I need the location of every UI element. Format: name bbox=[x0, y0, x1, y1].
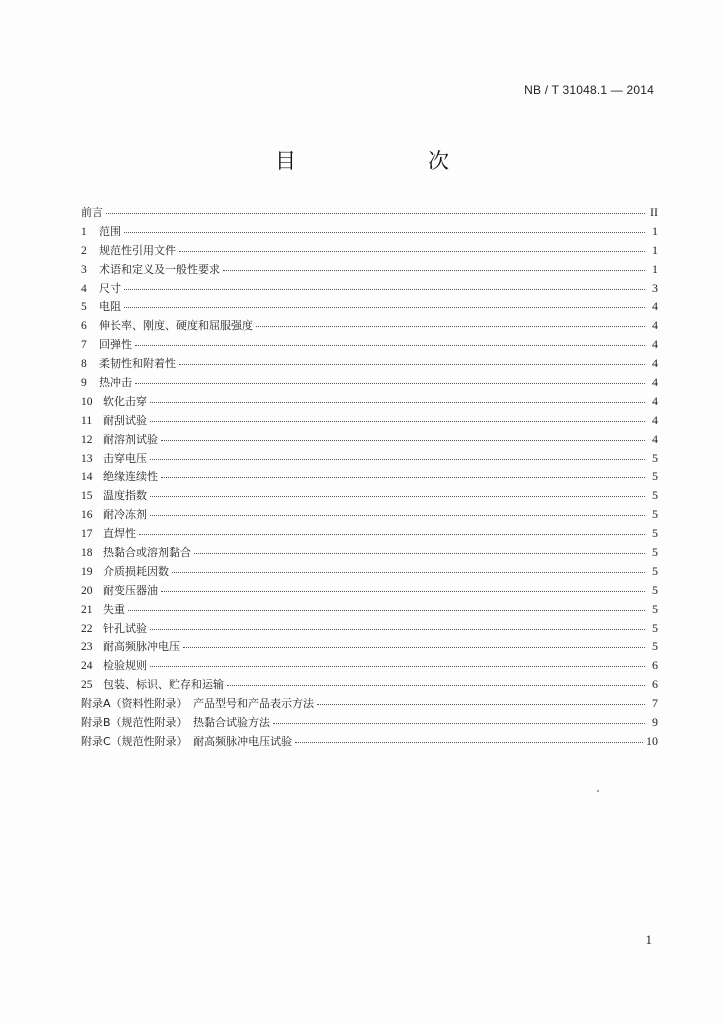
toc-dot-leader bbox=[273, 711, 645, 724]
toc-entry-number: 19 bbox=[81, 565, 93, 578]
toc-entry-title: 柔韧性和附着性 bbox=[99, 357, 176, 371]
toc-dot-leader bbox=[150, 503, 645, 516]
toc-dot-leader bbox=[150, 484, 645, 497]
toc-entry-number: 21 bbox=[81, 603, 93, 616]
toc-entry-number: 6 bbox=[81, 320, 87, 333]
scan-speck bbox=[597, 790, 599, 792]
toc-entry-page: 5 bbox=[652, 488, 658, 503]
toc-entry-title: 耐变压器油 bbox=[103, 583, 158, 597]
toc-entry-title: 介质损耗因数 bbox=[103, 564, 169, 578]
toc-entry-title: 热冲击 bbox=[99, 376, 132, 390]
toc-entry-number: 3 bbox=[81, 263, 87, 276]
toc-dot-leader bbox=[183, 635, 645, 648]
toc-entry-title: 附录B（规范性附录） 热黏合试验方法 bbox=[81, 716, 271, 730]
toc-entry-page: 5 bbox=[652, 450, 658, 465]
toc-entry-page: 5 bbox=[652, 582, 658, 597]
toc-entry-number: 17 bbox=[81, 528, 93, 541]
toc-entry-title: 耐溶剂试验 bbox=[103, 432, 158, 446]
toc-entry-page: 5 bbox=[652, 639, 658, 654]
toc-entry-number: 23 bbox=[81, 641, 93, 654]
toc-entry-page: 4 bbox=[652, 337, 658, 352]
toc-dot-leader bbox=[317, 692, 645, 705]
toc-entry-number: 25 bbox=[81, 679, 93, 692]
toc-entry-title: 温度指数 bbox=[103, 489, 147, 503]
toc-dot-leader bbox=[227, 673, 645, 686]
toc-entry-number: 9 bbox=[81, 377, 87, 390]
toc-entry-page: 9 bbox=[652, 715, 658, 730]
page-number: 1 bbox=[645, 932, 652, 947]
toc-entry-page: 1 bbox=[652, 261, 658, 276]
toc-entry-page: 1 bbox=[652, 242, 658, 257]
toc-dot-leader bbox=[128, 598, 645, 611]
toc-entry-title: 失重 bbox=[103, 602, 125, 616]
toc-entry-page: 4 bbox=[652, 375, 658, 390]
table-of-contents bbox=[81, 203, 658, 751]
toc-entry-title: 检验规则 bbox=[103, 659, 147, 673]
toc-entry-number: 22 bbox=[81, 622, 93, 635]
toc-dot-leader bbox=[161, 579, 645, 592]
toc-entry-title: 规范性引用文件 bbox=[99, 243, 176, 257]
toc-dot-leader bbox=[124, 277, 645, 290]
toc-entry-title: 附录C（规范性附录） 耐高频脉冲电压试验 bbox=[81, 734, 293, 748]
toc-dot-leader bbox=[124, 220, 645, 233]
toc-entry-number: 5 bbox=[81, 301, 87, 314]
toc-entry-title: 术语和定义及一般性要求 bbox=[99, 262, 220, 276]
toc-entry-title: 热黏合或溶剂黏合 bbox=[103, 546, 191, 560]
toc-entry-page: 4 bbox=[652, 431, 658, 446]
toc-dot-leader bbox=[223, 258, 645, 271]
toc-entry-number: 2 bbox=[81, 244, 87, 257]
toc-entry-page: 4 bbox=[652, 356, 658, 371]
toc-entry-title: 包装、标识、贮存和运输 bbox=[103, 678, 224, 692]
toc-entry-title: 针孔试验 bbox=[103, 621, 147, 635]
toc-dot-leader bbox=[194, 541, 645, 554]
toc-entry[interactable] bbox=[81, 732, 658, 751]
toc-entry-number: 15 bbox=[81, 490, 93, 503]
toc-dot-leader bbox=[106, 201, 645, 214]
toc-entry-page: 4 bbox=[652, 299, 658, 314]
toc-dot-leader bbox=[179, 352, 645, 365]
toc-entry-number: 7 bbox=[81, 339, 87, 352]
toc-entry-number: 12 bbox=[81, 433, 93, 446]
toc-entry-page: 5 bbox=[652, 563, 658, 578]
toc-entry-number: 13 bbox=[81, 452, 93, 465]
toc-entry-page: 3 bbox=[652, 280, 658, 295]
standard-code: NB / T 31048.1 — 2014 bbox=[524, 83, 654, 97]
toc-entry-number: 16 bbox=[81, 509, 93, 522]
toc-dot-leader bbox=[135, 333, 645, 346]
toc-entry-title: 伸长率、刚度、硬度和屈服强度 bbox=[99, 319, 253, 333]
toc-entry-page: 6 bbox=[652, 677, 658, 692]
toc-entry-number: 10 bbox=[81, 395, 93, 408]
toc-entry-page: 4 bbox=[652, 393, 658, 408]
toc-entry-title: 电阻 bbox=[99, 300, 121, 314]
toc-dot-leader bbox=[150, 617, 645, 630]
toc-entry-number: 14 bbox=[81, 471, 93, 484]
toc-entry-page: 10 bbox=[646, 733, 658, 748]
toc-entry-page: 5 bbox=[652, 545, 658, 560]
toc-dot-leader bbox=[256, 314, 645, 327]
toc-entry-page: II bbox=[650, 205, 658, 219]
toc-entry-page: 7 bbox=[652, 696, 658, 711]
toc-dot-leader bbox=[150, 447, 645, 460]
toc-dot-leader bbox=[139, 522, 645, 535]
toc-entry-number: 20 bbox=[81, 584, 93, 597]
toc-entry-page: 4 bbox=[652, 412, 658, 427]
toc-entry-number: 24 bbox=[81, 660, 93, 673]
toc-entry-title: 尺寸 bbox=[99, 281, 121, 295]
toc-entry-page: 5 bbox=[652, 620, 658, 635]
toc-entry-title: 耐冷冻剂 bbox=[103, 508, 147, 522]
toc-entry-title: 击穿电压 bbox=[103, 451, 147, 465]
toc-entry-title: 前言 bbox=[81, 206, 103, 219]
toc-dot-leader bbox=[150, 654, 645, 667]
toc-entry-title: 软化击穿 bbox=[103, 394, 147, 408]
toc-dot-leader bbox=[295, 730, 643, 743]
toc-entry-number: 4 bbox=[81, 282, 87, 295]
toc-entry-title: 耐刮试验 bbox=[103, 413, 147, 427]
toc-dot-leader bbox=[150, 390, 645, 403]
toc-entry-title: 直焊性 bbox=[103, 527, 136, 541]
toc-entry-page: 5 bbox=[652, 601, 658, 616]
toc-entry-title: 绝缘连续性 bbox=[103, 470, 158, 484]
toc-entry-title: 耐高频脉冲电压 bbox=[103, 640, 180, 654]
toc-dot-leader bbox=[161, 428, 645, 441]
toc-dot-leader bbox=[124, 295, 645, 308]
toc-entry-number: 1 bbox=[81, 225, 87, 238]
toc-entry-page: 6 bbox=[652, 658, 658, 673]
toc-entry-page: 5 bbox=[652, 469, 658, 484]
toc-dot-leader bbox=[161, 465, 645, 478]
toc-entry-title: 范围 bbox=[99, 224, 121, 238]
toc-dot-leader bbox=[135, 371, 645, 384]
toc-entry-number: 11 bbox=[81, 414, 93, 427]
toc-entry-number: 8 bbox=[81, 358, 87, 371]
toc-entry-number: 18 bbox=[81, 547, 93, 560]
toc-entry-page: 5 bbox=[652, 507, 658, 522]
toc-entry-page: 5 bbox=[652, 526, 658, 541]
toc-entry-page: 1 bbox=[652, 223, 658, 238]
page-title: 目 次 bbox=[275, 149, 479, 173]
toc-entry-title: 附录A（资料性附录） 产品型号和产品表示方法 bbox=[81, 697, 315, 711]
toc-entry-title: 回弹性 bbox=[99, 338, 132, 352]
toc-dot-leader bbox=[150, 409, 645, 422]
toc-dot-leader bbox=[172, 560, 645, 573]
toc-entry-page: 4 bbox=[652, 318, 658, 333]
toc-dot-leader bbox=[179, 239, 645, 252]
